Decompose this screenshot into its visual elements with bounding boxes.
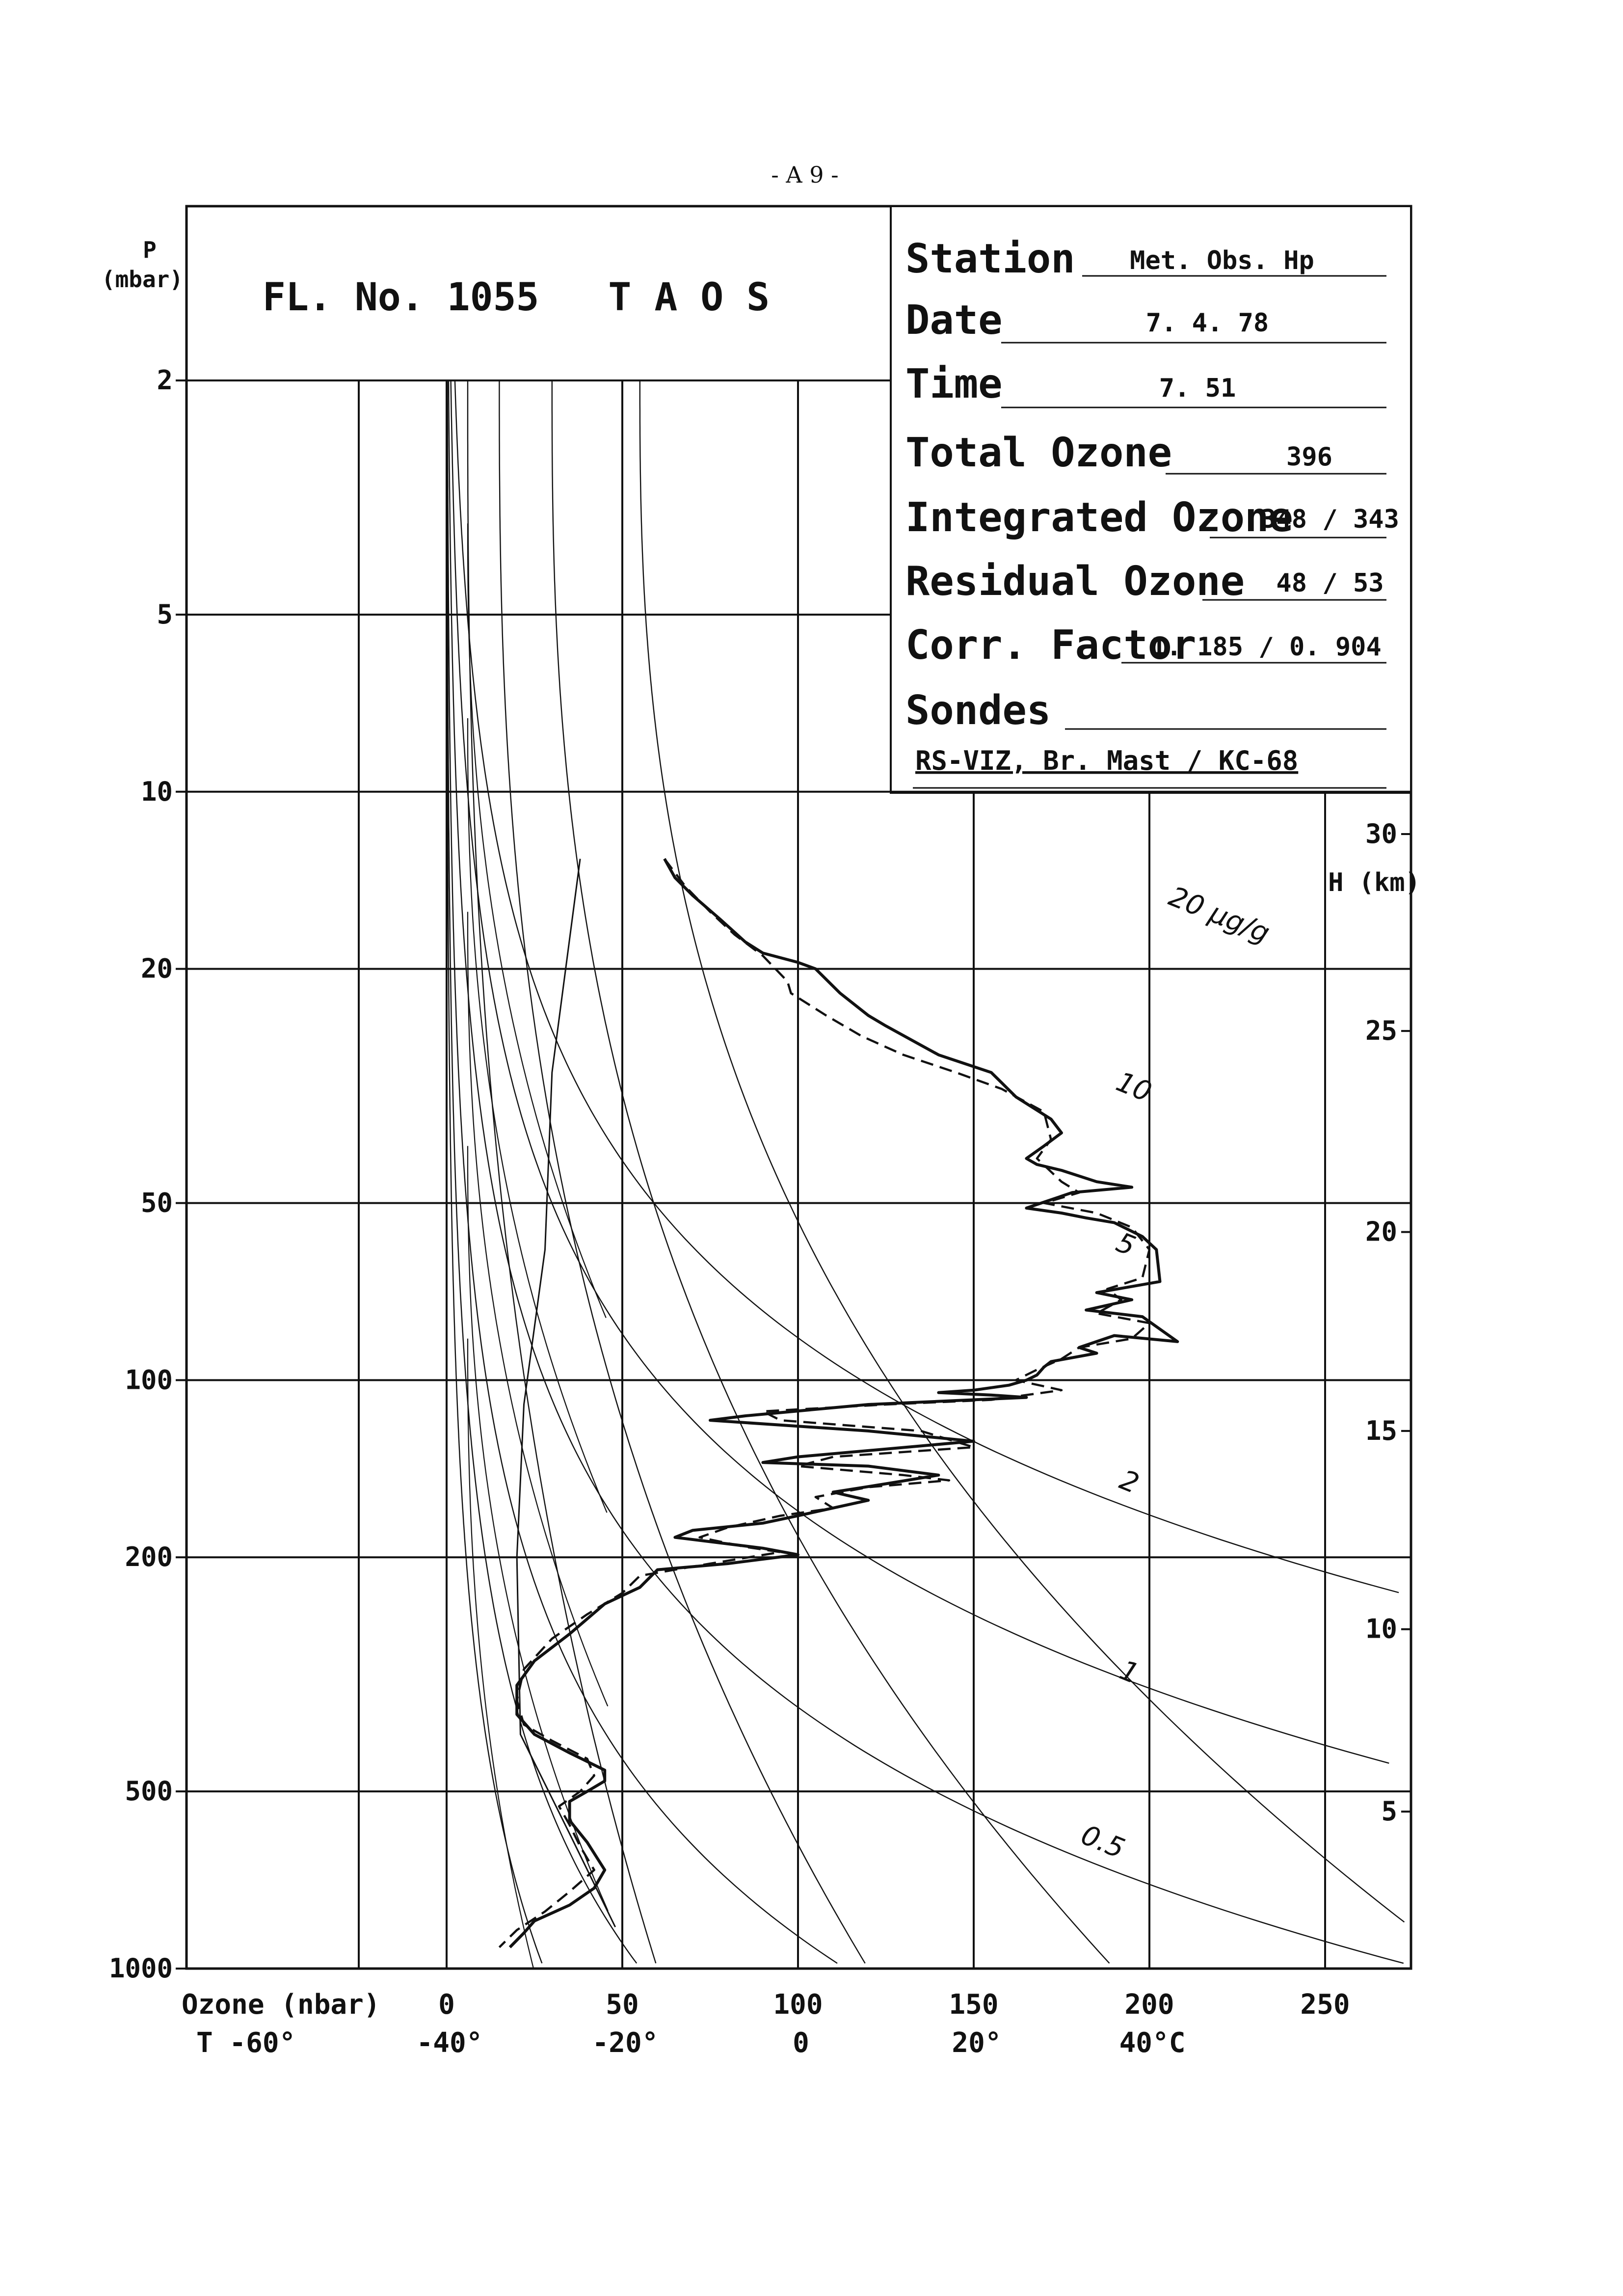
sondes-label: Sondes bbox=[905, 687, 1051, 734]
xtick-label-50: 50 bbox=[606, 1989, 639, 2021]
mixing-ratio-label-3: 2 bbox=[1115, 1464, 1144, 1500]
ytick-label-2: 2 bbox=[157, 365, 173, 396]
pressure-axis bbox=[109, 365, 173, 1984]
ytick-label-50: 50 bbox=[140, 1187, 173, 1218]
time-label: Time bbox=[905, 361, 1003, 407]
htick-label-30: 30 bbox=[1365, 818, 1397, 849]
ytick-label-1000: 1000 bbox=[108, 1953, 173, 1984]
date-value: 7. 4. 78 bbox=[1145, 308, 1269, 338]
station-label: Station bbox=[905, 236, 1075, 282]
date-label: Date bbox=[905, 297, 1003, 344]
htick-label-25: 25 bbox=[1365, 1015, 1397, 1047]
xtick-label-150: 150 bbox=[949, 1989, 999, 2021]
residual-ozone-label: Residual Ozone bbox=[905, 558, 1245, 605]
htick-label-15: 15 bbox=[1365, 1415, 1397, 1446]
htick-label-20: 20 bbox=[1365, 1216, 1397, 1247]
sondes-value: RS-VIZ, Br. Mast / KC-68 bbox=[915, 745, 1299, 776]
ytick-label-200: 200 bbox=[125, 1541, 173, 1573]
mixing-ratio-label-2: 5 bbox=[1112, 1226, 1140, 1263]
total-ozone-value: 396 bbox=[1286, 442, 1332, 472]
flight-title: FL. No. 1055 T A O S bbox=[263, 275, 770, 320]
htick-label-5: 5 bbox=[1381, 1796, 1397, 1827]
temp-tick-label-150: 20° bbox=[952, 2027, 1002, 2059]
reference-curve-1 bbox=[499, 380, 865, 1963]
temp-tick-label-200: 40°C bbox=[1119, 2027, 1186, 2059]
ozone-axis bbox=[182, 1989, 1350, 2059]
temp-tick-label-50: -20° bbox=[592, 2027, 659, 2059]
xtick-label-0: 0 bbox=[438, 1989, 455, 2021]
htick-label-10: 10 bbox=[1365, 1613, 1397, 1645]
pressure-axis-title: P bbox=[143, 237, 157, 263]
short-reference-curve-2 bbox=[468, 912, 608, 1706]
xtick-label-250: 250 bbox=[1300, 1989, 1350, 2021]
integrated-ozone-value: 348 / 343 bbox=[1261, 505, 1399, 534]
ytick-label-10: 10 bbox=[140, 776, 173, 807]
mixing-ratio-labels bbox=[1077, 881, 1274, 1865]
time-value: 7. 51 bbox=[1159, 374, 1236, 403]
integrated-ozone-label: Integrated Ozone bbox=[905, 494, 1293, 541]
ytick-label-5: 5 bbox=[157, 598, 173, 630]
mixing-ratio-label-4: 1 bbox=[1115, 1654, 1144, 1691]
short-reference-curve-0 bbox=[468, 523, 606, 1318]
short-reference-curve-4 bbox=[468, 1339, 533, 1969]
mixing-ratio-label-0: 20 µg/g bbox=[1164, 880, 1274, 950]
xtick-label-200: 200 bbox=[1124, 1989, 1174, 2021]
mixing-ratio-label-1: 10 bbox=[1112, 1065, 1156, 1108]
mixing-ratio-curve-3 bbox=[448, 380, 837, 1963]
corr-factor-value: 1. 185 / 0. 904 bbox=[1151, 632, 1382, 662]
xtick-label-100: 100 bbox=[773, 1989, 823, 2021]
station-value: Met. Obs. Hp bbox=[1130, 246, 1314, 275]
corr-factor-label: Corr. Factor bbox=[905, 622, 1197, 669]
pressure-axis-unit: (mbar) bbox=[101, 266, 184, 293]
short-reference-curve-3 bbox=[468, 1146, 608, 1911]
x-axis-title: Ozone (nbar) bbox=[182, 1989, 380, 2021]
mixing-ratio-curve-4 bbox=[447, 380, 637, 1963]
page-number: - A 9 - bbox=[771, 162, 839, 188]
ytick-label-100: 100 bbox=[125, 1364, 173, 1396]
total-ozone-label: Total Ozone bbox=[905, 430, 1172, 476]
ytick-label-500: 500 bbox=[125, 1776, 173, 1807]
ytick-label-20: 20 bbox=[140, 953, 173, 984]
reference-curve-0 bbox=[468, 380, 656, 1963]
temp-tick-label-0: -40° bbox=[416, 2027, 483, 2059]
data-series bbox=[499, 859, 1177, 1947]
series-ozone-rs-viz- bbox=[510, 859, 1177, 1947]
residual-ozone-value: 48 / 53 bbox=[1276, 568, 1384, 598]
mixing-ratio-label-5: 0.5 bbox=[1076, 1819, 1129, 1865]
height-axis-title: H (km) bbox=[1328, 868, 1420, 897]
temp-tick-label-100: 0 bbox=[793, 2027, 809, 2059]
temperature-axis-title: T -60° bbox=[196, 2027, 296, 2059]
